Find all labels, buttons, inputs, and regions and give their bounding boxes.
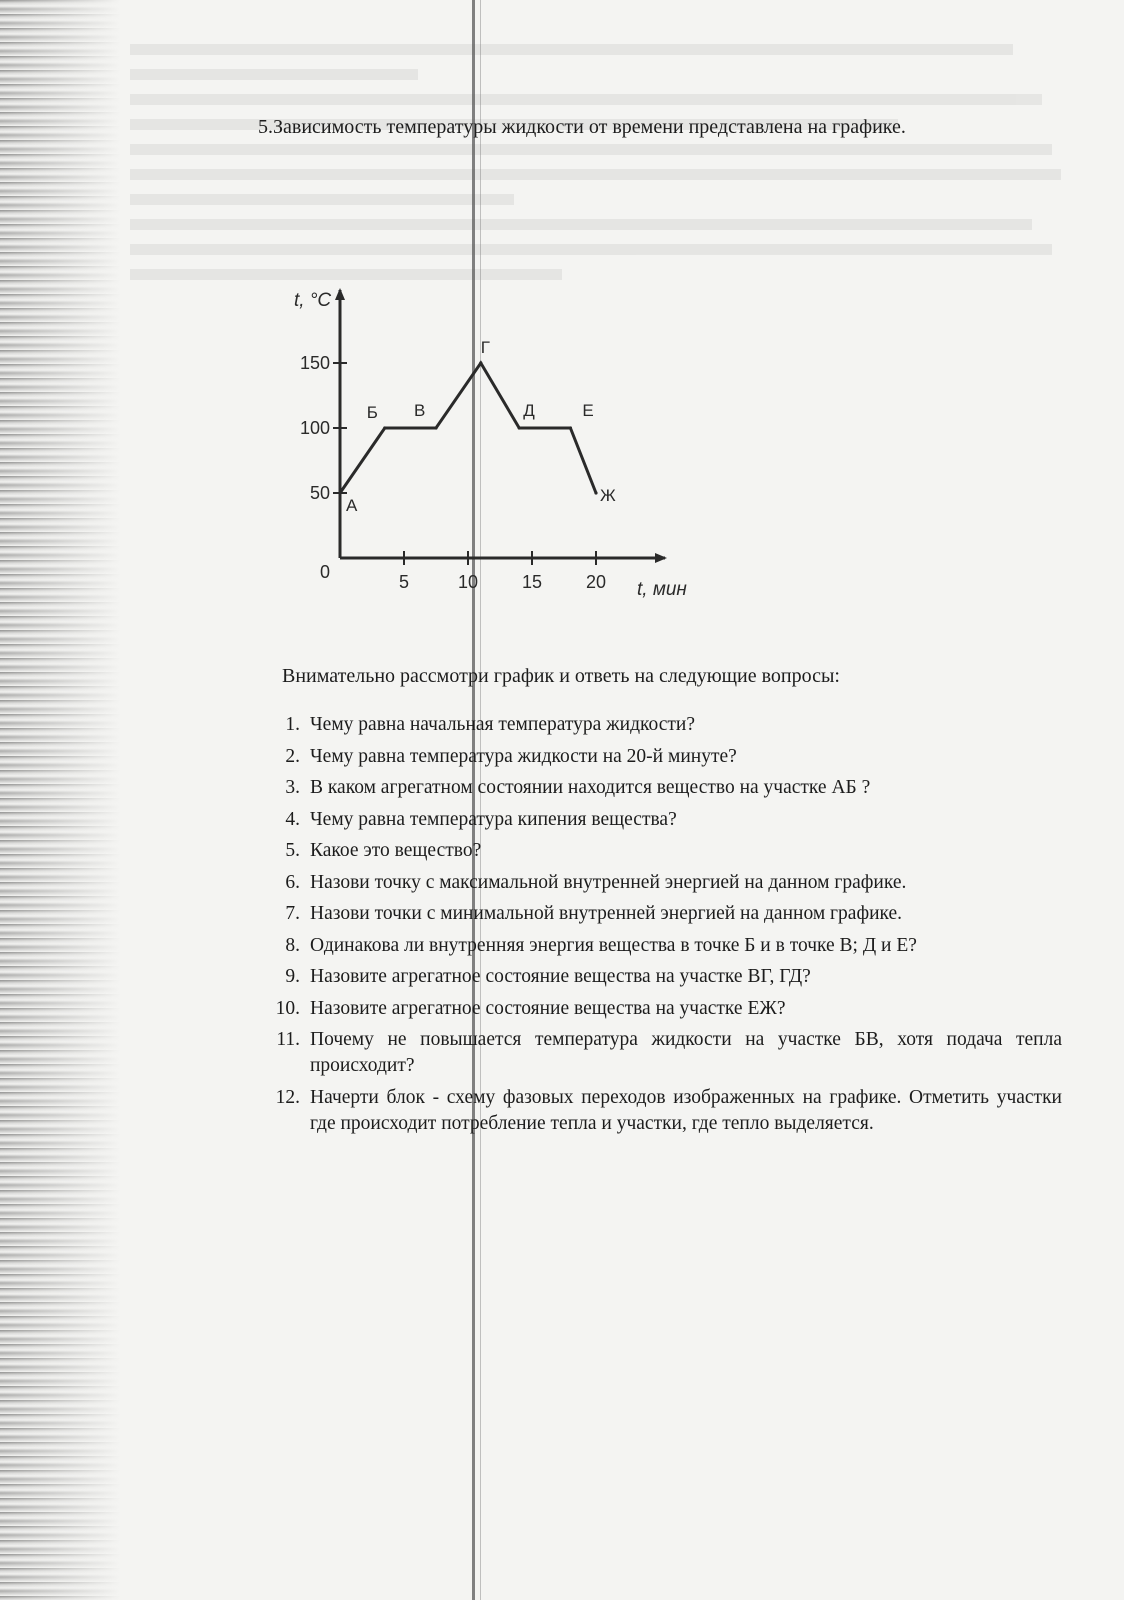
question-item <box>262 775 1062 801</box>
question-number: 9. <box>285 966 300 987</box>
question-text: Начерти блок - схему фазовых переходов изображенных на графике. Отметить участки где происходит потребление тепла и участки, где тепло выделяется. <box>310 1086 1062 1134</box>
question-number: 7. <box>285 903 300 924</box>
data-point <box>518 426 521 429</box>
question-number: 12. <box>275 1086 300 1108</box>
question-text: Назовите агрегатное состояние вещества на участке ВГ, ГД? <box>310 966 811 987</box>
x-tick-label: 5 <box>398 572 410 592</box>
temperature-series-line <box>340 363 596 493</box>
point-label: Е <box>582 401 594 420</box>
x-tick-label: 10 <box>457 572 479 592</box>
x-tick-label: 20 <box>585 572 607 592</box>
question-list <box>262 712 1062 1142</box>
intro-text: Внимательно рассмотри график и ответь на следующие вопросы: <box>282 665 840 687</box>
question-item <box>262 807 1062 833</box>
data-point <box>338 491 341 494</box>
question-number: 11. <box>276 1029 300 1050</box>
question-number: 3. <box>285 777 300 798</box>
question-number: 4. <box>285 808 300 830</box>
point-label: Г <box>480 338 491 357</box>
y-tick-label: 50 <box>309 483 330 503</box>
question-number: 1. <box>285 714 300 735</box>
y-tick-label: 150 <box>299 353 330 373</box>
question-text: В каком агрегатном состоянии находится вещество на участке АБ ? <box>310 777 871 798</box>
question-text: Назовите агрегатное состояние вещества на участке ЕЖ? <box>310 997 786 1019</box>
question-text: Одинакова ли внутренняя энергия вещества в точке Б и в точке В; Д и Е? <box>310 934 917 956</box>
question-text: Чему равна температура жидкости на 20-й минуте? <box>310 745 737 767</box>
question-item <box>262 744 1062 770</box>
question-item <box>262 712 1062 738</box>
question-item <box>262 933 1062 959</box>
point-label: Б <box>366 403 378 422</box>
task-title: 5.Зависимость температуры жидкости от времени представлена на графике. <box>258 116 906 138</box>
y-axis-label: t, °C <box>294 290 332 311</box>
point-label: А <box>346 496 358 515</box>
question-number: 10. <box>275 997 300 1019</box>
y-tick-label: 100 <box>299 418 330 438</box>
scan-edge-artifact <box>0 0 120 1600</box>
question-number: 5. <box>285 840 300 861</box>
question-text: Почему не повышается температура жидкости на участке БВ, хотя подача тепла происходит? <box>310 1029 1062 1076</box>
point-label: Д <box>523 401 535 420</box>
x-axis-label: t, мин <box>637 579 687 600</box>
temperature-time-chart <box>280 275 720 615</box>
x-tick-label: 15 <box>521 572 543 592</box>
point-label: Ж <box>600 486 616 505</box>
question-number: 2. <box>285 745 300 767</box>
data-point <box>383 426 386 429</box>
question-item <box>262 901 1062 927</box>
question-text: Какое это вещество? <box>310 840 482 861</box>
origin-label: 0 <box>320 562 331 582</box>
data-point <box>594 491 597 494</box>
chart-svg <box>280 275 720 615</box>
chart-layer <box>300 338 616 592</box>
data-point <box>434 426 437 429</box>
question-number: 6. <box>285 871 300 893</box>
question-text: Назови точки с минимальной внутренней энергией на данном графике. <box>310 903 903 924</box>
question-text: Назови точку с максимальной внутренней энергией на данном графике. <box>310 871 907 893</box>
question-item <box>262 964 1062 990</box>
data-point <box>479 361 482 364</box>
question-text: Чему равна начальная температура жидкости? <box>310 714 695 735</box>
question-item <box>262 1027 1062 1079</box>
question-item <box>262 1085 1062 1137</box>
data-point <box>569 426 572 429</box>
point-label: В <box>414 401 426 420</box>
question-number: 8. <box>285 934 300 956</box>
question-text: Чему равна температура кипения вещества? <box>310 808 677 830</box>
question-item <box>262 870 1062 896</box>
question-item <box>262 996 1062 1022</box>
question-item <box>262 838 1062 864</box>
